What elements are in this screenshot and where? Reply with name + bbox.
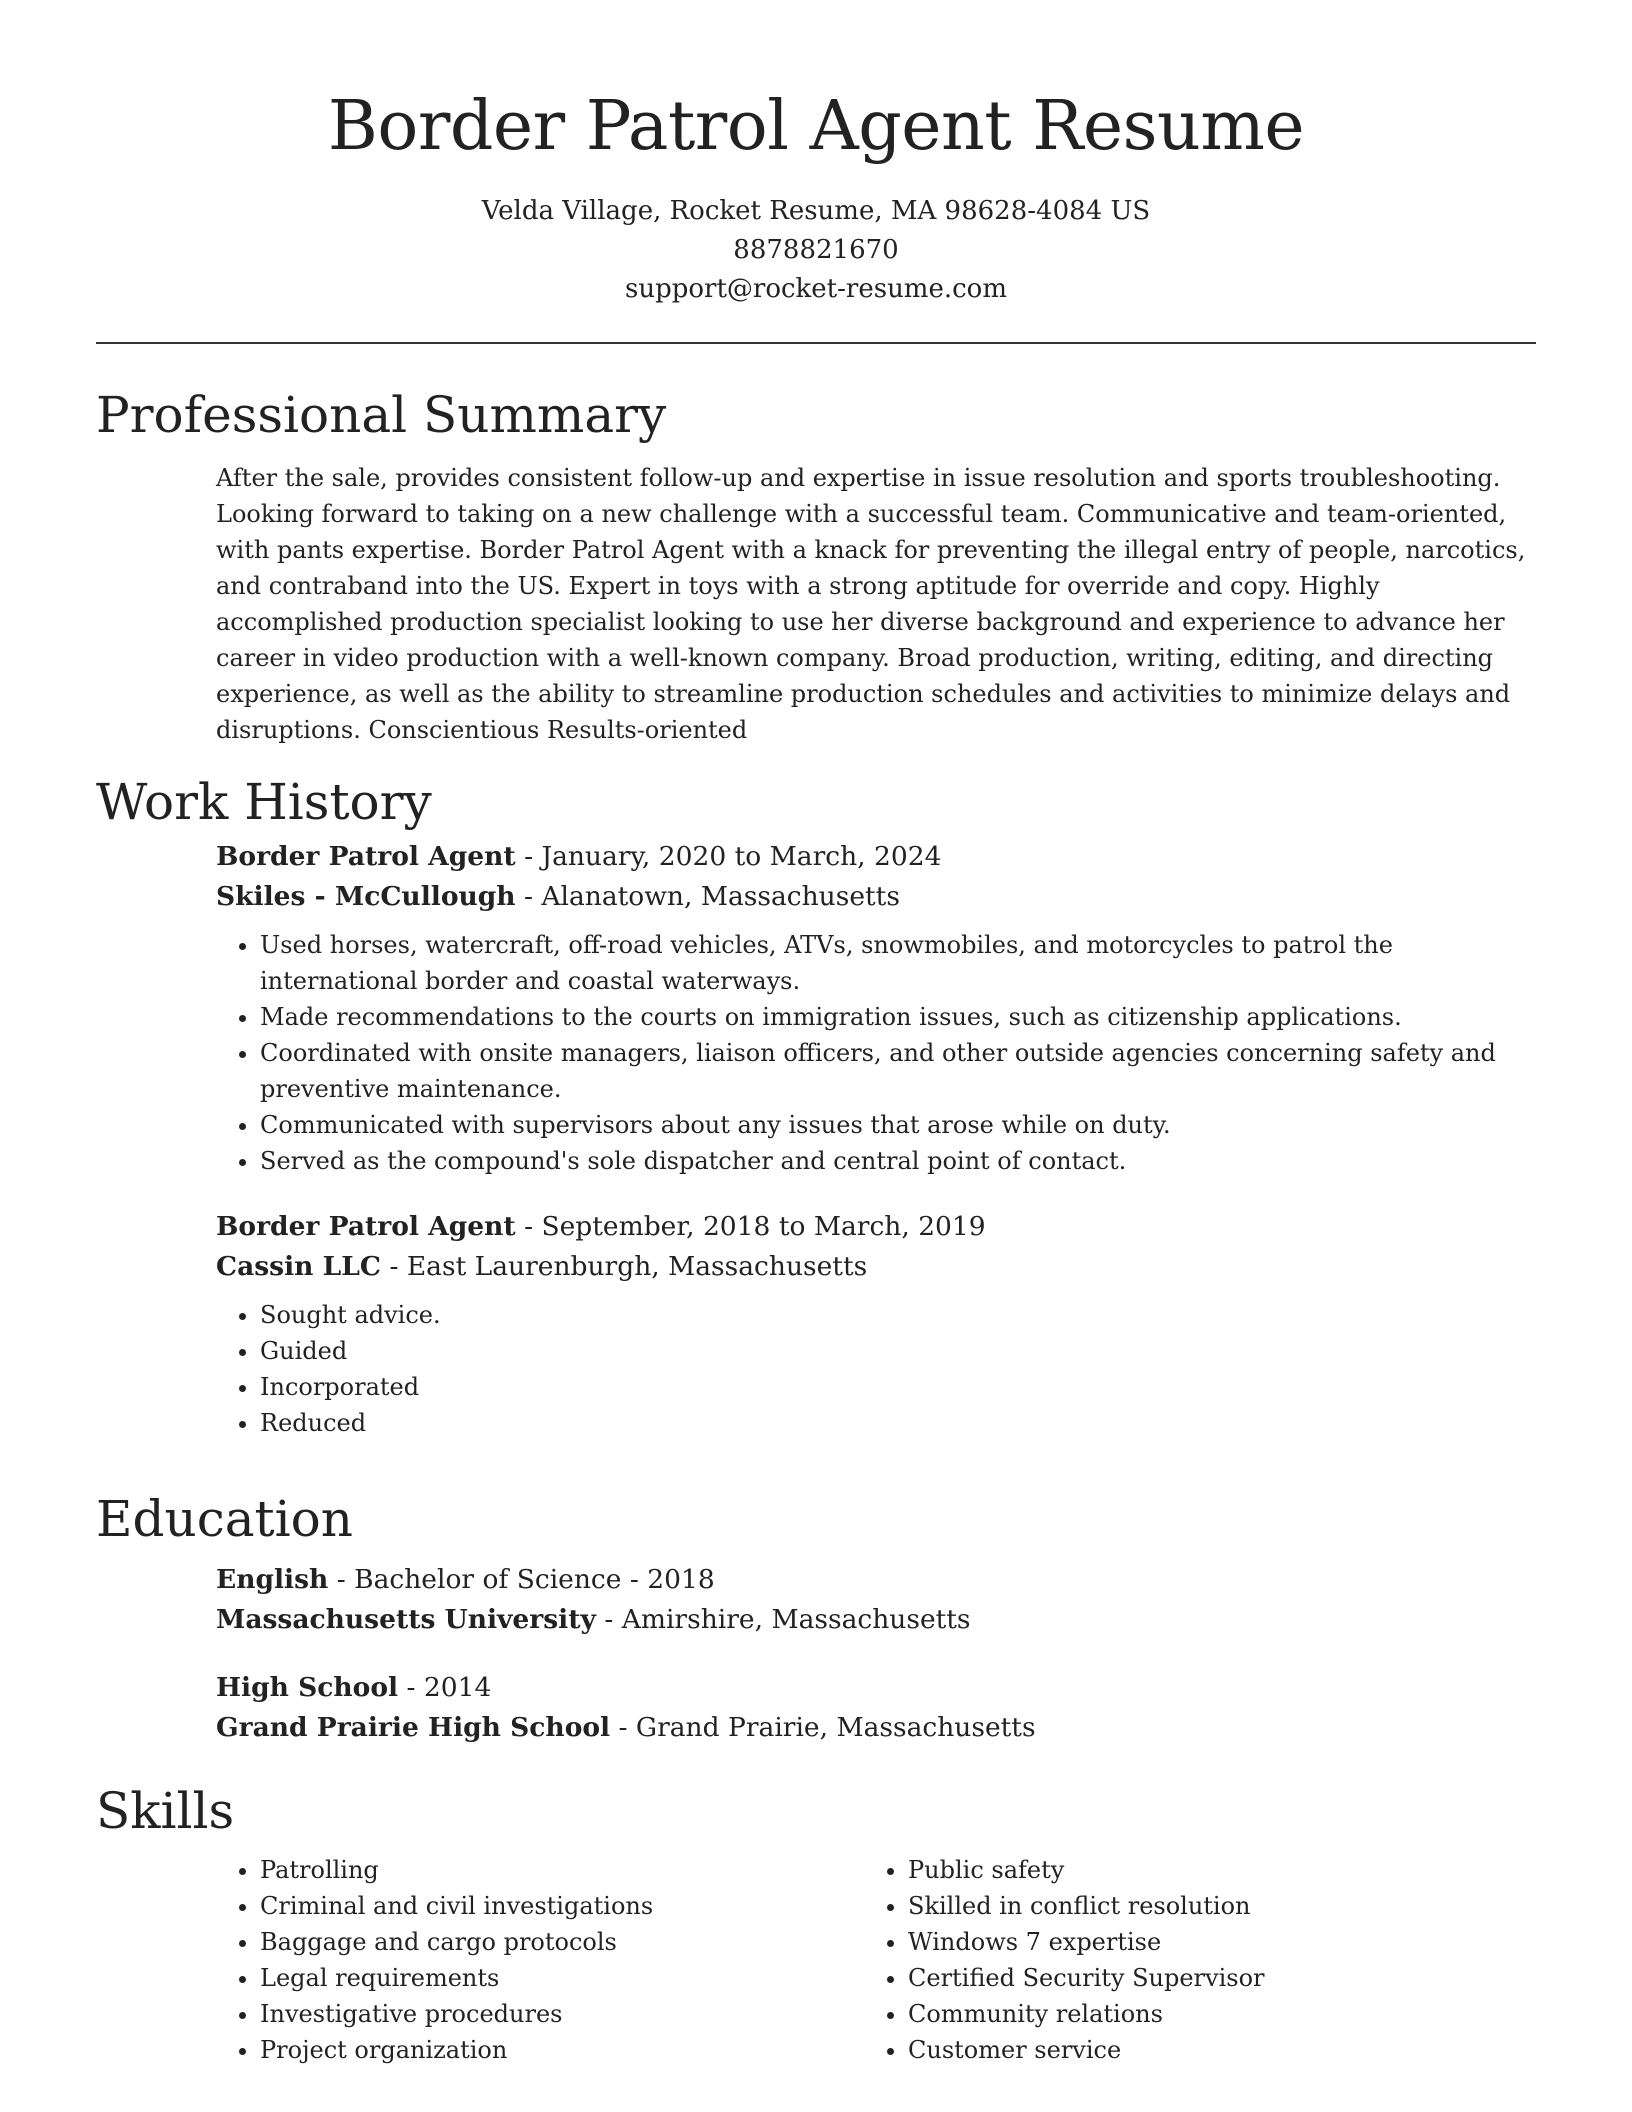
skill-item: • Baggage and cargo protocols — [260, 1924, 864, 1960]
work-history-heading: Work History — [96, 773, 432, 831]
skill-item: • Windows 7 expertise — [908, 1924, 1468, 1960]
school-line — [216, 1708, 1536, 1748]
school-location: - Amirshire, Massachusetts — [595, 1604, 971, 1635]
job-duties-list — [216, 927, 1536, 1179]
work-history-section — [96, 767, 1536, 1441]
job-location: - East Laurenburgh, Massachusetts — [381, 1251, 868, 1282]
school-line — [216, 1600, 1536, 1640]
job-duty: • Coordinated with onsite managers, liaison officers, and other outside agencies concerning safety and preventive maintenance. — [260, 1035, 1536, 1107]
education-heading: Education — [96, 1490, 353, 1548]
job-company-line — [216, 1247, 1536, 1287]
skill-item: • Certified Security Supervisor — [908, 1960, 1468, 1996]
education-entry — [216, 1560, 1536, 1640]
education-section — [96, 1484, 1536, 1748]
contact-block — [0, 192, 1632, 309]
job-duty: • Communicated with supervisors about any issues that arose while on duty. — [260, 1107, 1536, 1143]
job-duty: • Reduced — [260, 1405, 1536, 1441]
skill-item: • Legal requirements — [260, 1960, 864, 1996]
skill-item: • Skilled in conflict resolution — [908, 1888, 1468, 1924]
skill-item: • Project organization — [260, 2032, 864, 2068]
job-entry — [216, 1207, 1536, 1441]
skill-item: • Investigative procedures — [260, 1996, 864, 2032]
skill-item: • Public safety — [908, 1852, 1468, 1888]
job-duty: • Served as the compound's sole dispatcher and central point of contact. — [260, 1143, 1536, 1179]
summary-text: After the sale, provides consistent follow-up and expertise in issue resolution and sports troubleshooting. Looking forward to taking on a new challenge with a successful team. Communicative and team-oriented, with pants expertise. Border Patrol Agent with a knack for preventing the illegal entry of people, narcotics, and contraband into the US. Expert in toys with a strong aptitude for override and copy. Highly accomplished production specialist looking to use her diverse background and experience to advance her career in video production with a well-known company. Broad production, writing, editing, and directing experience, as well as the ability to streamline production schedules and activities to minimize delays and disruptions. Conscientious Results-oriented — [216, 464, 1526, 744]
job-company: Cassin LLC — [216, 1251, 382, 1282]
skills-list-left — [216, 1852, 864, 2068]
job-duty: • Sought advice. — [260, 1297, 1536, 1333]
resume-title: Border Patrol Agent Resume — [327, 87, 1305, 166]
header-divider — [96, 342, 1536, 344]
school-location: - Grand Prairie, Massachusetts — [610, 1712, 1036, 1743]
skills-heading: Skills — [96, 1782, 235, 1840]
summary-section — [96, 380, 1536, 748]
contact-address: Velda Village, Rocket Resume, MA 98628-4084 US — [481, 196, 1151, 226]
skill-item: • Criminal and civil investigations — [260, 1888, 864, 1924]
job-duty: • Incorporated — [260, 1369, 1536, 1405]
job-company: Skiles - McCullough — [216, 881, 516, 912]
contact-phone: 8878821670 — [733, 235, 899, 265]
education-entry — [216, 1668, 1536, 1748]
job-title: Border Patrol Agent — [216, 1211, 516, 1242]
job-title-line — [216, 837, 1536, 877]
skill-item: • Customer service — [908, 2032, 1468, 2068]
degree-line — [216, 1560, 1536, 1600]
degree-detail: - 2014 — [398, 1672, 492, 1703]
job-duties-list — [216, 1297, 1536, 1441]
job-dates: - September, 2018 to March, 2019 — [515, 1211, 986, 1242]
job-duty: • Guided — [260, 1333, 1536, 1369]
degree-line — [216, 1668, 1536, 1708]
skills-list-right — [864, 1852, 1468, 2068]
job-title: Border Patrol Agent — [216, 841, 516, 872]
degree-detail: - Bachelor of Science - 2018 — [328, 1564, 715, 1595]
job-duty: • Made recommendations to the courts on immigration issues, such as citizenship applications. — [260, 999, 1536, 1035]
job-location: - Alanatown, Massachusetts — [515, 881, 900, 912]
degree-field: High School — [216, 1672, 399, 1703]
job-duty: • Used horses, watercraft, off-road vehicles, ATVs, snowmobiles, and motorcycles to patrol the international border and coastal waterways. — [260, 927, 1536, 999]
contact-email: support@rocket-resume.com — [624, 274, 1007, 304]
summary-heading: Professional Summary — [96, 386, 667, 444]
school-name: Grand Prairie High School — [216, 1712, 611, 1743]
degree-field: English — [216, 1564, 329, 1595]
skill-item: • Patrolling — [260, 1852, 864, 1888]
job-dates: - January, 2020 to March, 2024 — [515, 841, 942, 872]
skills-columns — [216, 1852, 1536, 2068]
job-company-line — [216, 877, 1536, 917]
school-name: Massachusetts University — [216, 1604, 596, 1635]
job-title-line — [216, 1207, 1536, 1247]
job-entry — [216, 837, 1536, 1179]
skill-item: • Community relations — [908, 1996, 1468, 2032]
skills-section — [96, 1776, 1536, 2068]
